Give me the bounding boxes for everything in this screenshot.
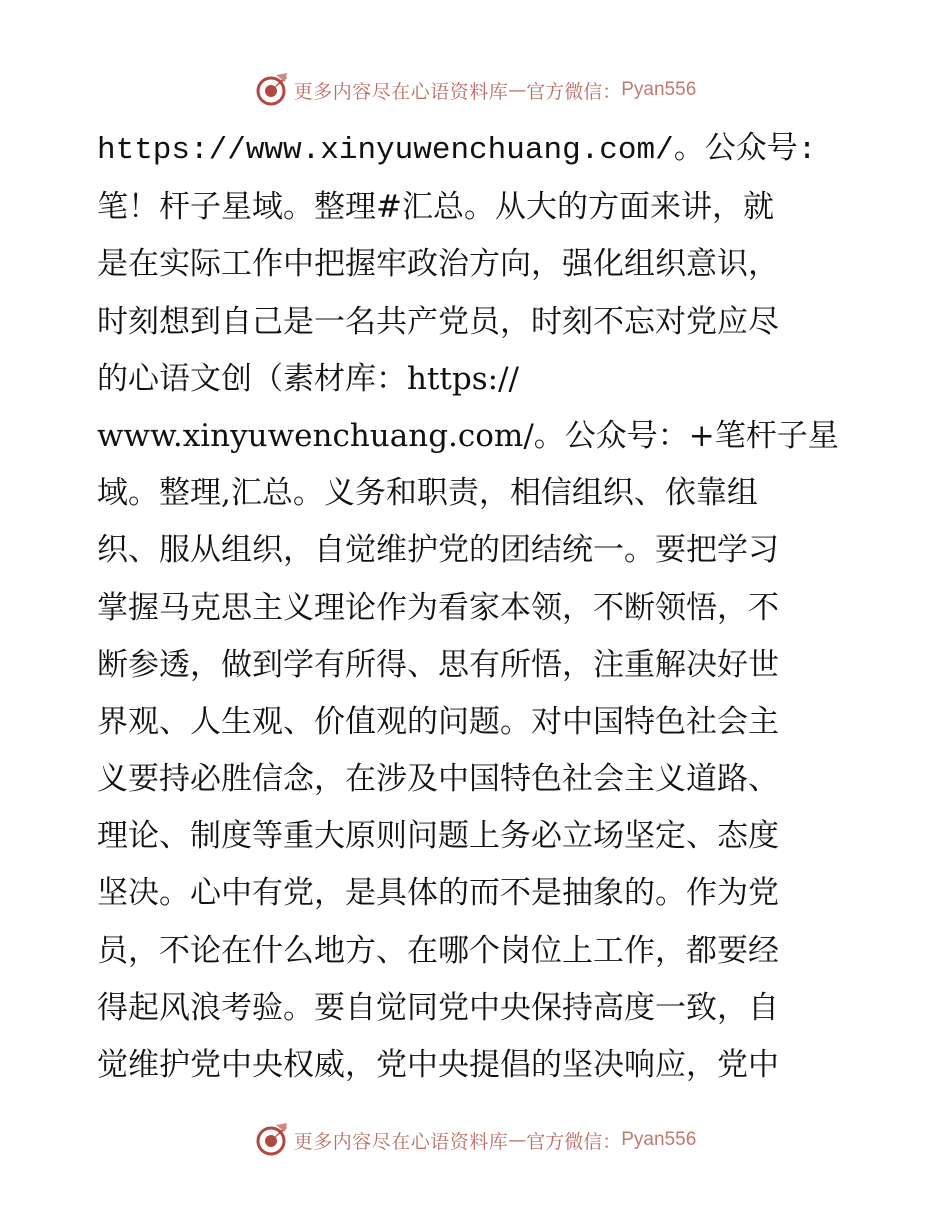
text-line: 织、服从组织，自觉维护党的团结统一。要把学习 <box>97 532 779 569</box>
header-wechat-id: Pyan556 <box>621 79 697 100</box>
header-slogan: 更多内容尽在心语资料库 <box>293 80 509 103</box>
text-line: 域。整理,汇总。义务和职责，相信组织、依靠组 <box>97 475 758 512</box>
text-line: 的心语文创（素材库：https:// <box>97 360 519 397</box>
text-line: 坚决。心中有党，是具体的而不是抽象的。作为党 <box>97 875 779 912</box>
text-line: 界观、人生观、价值观的问题。对中国特色社会主 <box>97 703 779 740</box>
text-line: 义要持必胜信念，在涉及中国特色社会主义道路、 <box>97 761 779 798</box>
footer-separator: — <box>508 1129 527 1151</box>
quill-pen-logo-icon <box>254 72 290 108</box>
text-line: 断参透，做到学有所得、思有所悟，注重解决好世 <box>97 646 779 683</box>
footer-wechat-label: 官方微信： <box>526 1130 622 1153</box>
text-line: 时刻想到自己是一名共产党员，时刻不忘对党应尽 <box>97 303 779 340</box>
footer-wechat-id: Pyan556 <box>621 1129 697 1150</box>
header-wechat-label: 官方微信： <box>526 80 622 103</box>
header-banner <box>0 70 950 110</box>
text-line: 是在实际工作中把握牢政治方向，强化组织意识， <box>97 246 779 283</box>
text-line: 觉维护党中央权威，党中央提倡的坚决响应，党中 <box>97 1047 779 1083</box>
header-separator: — <box>508 79 527 101</box>
text-line: 理论、制度等重大原则问题上务必立场坚定、态度 <box>97 818 779 855</box>
body-text <box>97 122 857 1094</box>
text-line: 得起风浪考验。要自觉同党中央保持高度一致，自 <box>97 989 779 1026</box>
text-line: 笔！杆子星域。整理#汇总。从大的方面来讲，就 <box>97 189 774 226</box>
quill-pen-logo-icon <box>254 1122 290 1158</box>
text-line: 掌握马克思主义理论作为看家本领，不断领悟，不 <box>97 589 779 626</box>
text-line: 员，不论在什么地方、在哪个岗位上工作，都要经 <box>97 932 779 969</box>
text-line: www.xinyuwenchuang.com/。公众号：+笔杆子星 <box>97 417 839 454</box>
text-line: https://www.xinyuwenchuang.com/。公众号: <box>97 133 817 168</box>
footer-banner <box>0 1120 950 1160</box>
footer-slogan: 更多内容尽在心语资料库 <box>293 1130 509 1153</box>
